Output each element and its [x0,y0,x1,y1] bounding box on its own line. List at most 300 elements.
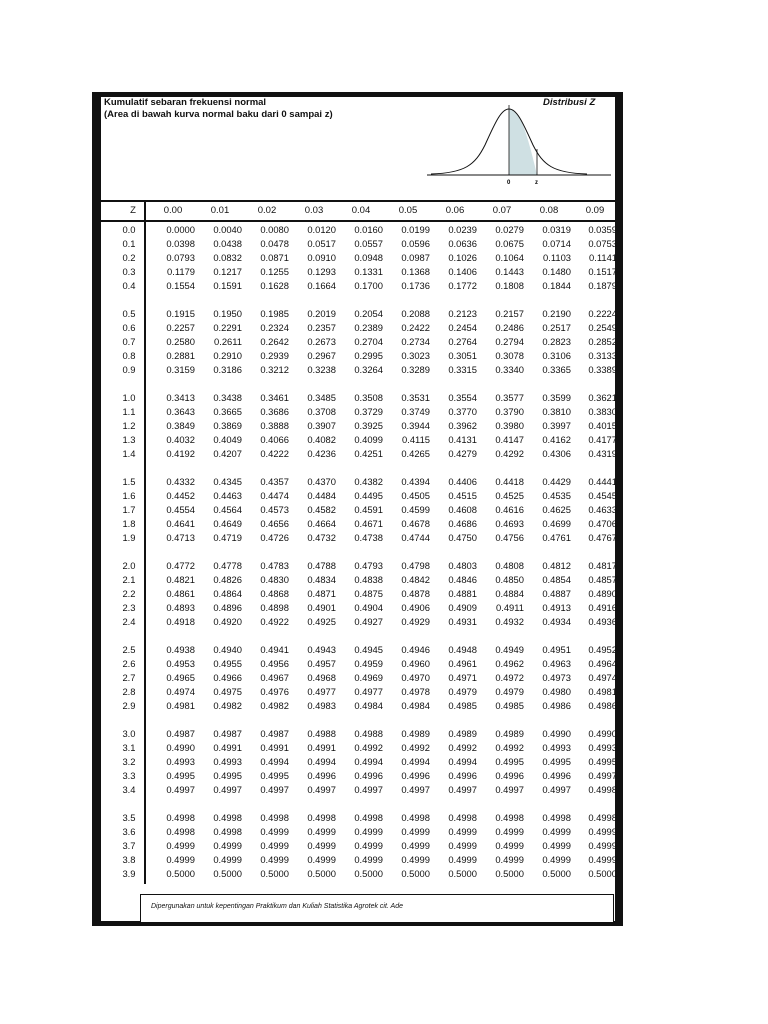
table-cell: 0.4761 [542,532,571,543]
z-value: 1.9 [122,532,136,543]
table-cell: 0.3238 [307,364,336,375]
table-cell: 0.4099 [354,434,383,445]
table-cell: 0.5000 [588,868,617,879]
table-cell: 0.4989 [495,728,524,739]
table-cell: 0.3849 [166,420,195,431]
table-cell: 0.3340 [495,364,524,375]
footer-box [140,894,614,923]
table-cell: 0.4946 [401,644,430,655]
table-cell: 0.3577 [495,392,524,403]
table-cell: 0.4998 [354,812,383,823]
table-cell: 0.1554 [166,280,195,291]
table-cell: 0.4750 [448,532,477,543]
z-value: 3.6 [122,826,136,837]
table-cell: 0.0675 [495,238,524,249]
table-cell: 0.4686 [448,518,477,529]
table-cell: 0.4192 [166,448,195,459]
table-cell: 0.4554 [166,504,195,515]
table-cell: 0.4162 [542,434,571,445]
table-cell: 0.4981 [588,686,617,697]
table-cell: 0.4998 [307,812,336,823]
table-cell: 0.4961 [448,658,477,669]
table-cell: 0.0438 [213,238,242,249]
table-cell: 0.4931 [448,616,477,627]
table-cell: 0.2673 [307,336,336,347]
table-cell: 0.4812 [542,560,571,571]
z-value: 1.2 [122,420,136,431]
table-cell: 0.3212 [260,364,289,375]
table-cell: 0.4857 [588,574,617,585]
table-cell: 0.4971 [448,672,477,683]
table-cell: 0.1141 [589,252,617,263]
table-cell: 0.4920 [213,616,242,627]
table-cell: 0.4938 [166,644,195,655]
table-cell: 0.4999 [401,854,430,865]
z-value: 0.4 [122,280,136,291]
table-cell: 0.4996 [495,770,524,781]
table-cell: 0.4871 [307,588,336,599]
table-cell: 0.2291 [213,322,242,333]
table-cell: 0.2549 [588,322,617,333]
table-cell: 0.4713 [166,532,195,543]
table-cell: 0.3888 [260,420,289,431]
table-cell: 0.4987 [166,728,195,739]
table-cell: 0.4049 [213,434,242,445]
table-cell: 0.4798 [401,560,430,571]
z-value: 1.4 [122,448,136,459]
table-cell: 0.1628 [260,280,289,291]
table-cell: 0.4082 [307,434,336,445]
table-cell: 0.0987 [401,252,430,263]
table-cell: 0.4821 [166,574,195,585]
table-cell: 0.4990 [542,728,571,739]
table-cell: 0.4991 [260,742,289,753]
table-cell: 0.0040 [213,224,242,235]
table-cell: 0.2704 [354,336,383,347]
table-cell: 0.4949 [495,644,524,655]
table-cell: 0.4980 [542,686,571,697]
column-header: 0.02 [257,205,277,216]
table-row [101,475,615,489]
table-cell: 0.4842 [401,574,430,585]
table-cell: 0.2422 [401,322,430,333]
table-cell: 0.4996 [307,770,336,781]
table-cell: 0.4997 [588,770,617,781]
table-cell: 0.3051 [448,350,477,361]
table-cell: 0.4991 [213,742,242,753]
table-top-rule [101,200,615,202]
table-cell: 0.4982 [260,700,289,711]
table-cell: 0.4878 [401,588,430,599]
table-cell: 0.4418 [495,476,524,487]
z-value: 2.2 [122,588,136,599]
z-label: z [535,180,538,185]
table-cell: 0.4999 [307,840,336,851]
table-cell: 0.4656 [260,518,289,529]
table-cell: 0.4525 [495,490,524,501]
table-cell: 0.4993 [588,742,617,753]
table-cell: 0.1950 [213,308,242,319]
table-cell: 0.4370 [307,476,336,487]
table-cell: 0.4608 [448,504,477,515]
table-cell: 0.1368 [401,266,430,277]
table-cell: 0.4996 [542,770,571,781]
table-cell: 0.4864 [213,588,242,599]
table-cell: 0.4975 [213,686,242,697]
table-cell: 0.1736 [401,280,430,291]
table-cell: 0.2852 [588,336,617,347]
table-cell: 0.3438 [213,392,242,403]
table-cell: 0.0714 [542,238,571,249]
table-cell: 0.1179 [167,266,195,277]
table-cell: 0.4996 [401,770,430,781]
table-cell: 0.4988 [307,728,336,739]
z-value: 0.1 [122,238,136,249]
table-cell: 0.4983 [307,700,336,711]
table-cell: 0.4999 [166,854,195,865]
z-value: 0.7 [122,336,136,347]
z-value: 3.7 [122,840,136,851]
table-cell: 0.4664 [307,518,336,529]
table-row [101,307,615,321]
table-cell: 0.4850 [495,574,524,585]
table-cell: 0.4803 [448,560,477,571]
table-row [101,867,615,881]
z-value: 3.0 [122,728,136,739]
table-cell: 0.4993 [542,742,571,753]
table-cell: 0.4996 [354,770,383,781]
table-cell: 0.4641 [166,518,195,529]
table-cell: 0.0080 [260,224,289,235]
table-cell: 0.4678 [401,518,430,529]
table-cell: 0.1443 [495,266,524,277]
z-value: 2.6 [122,658,136,669]
table-cell: 0.4976 [260,686,289,697]
table-cell: 0.4999 [448,840,477,851]
column-header: 0.04 [351,205,371,216]
z-value: 1.1 [122,406,136,417]
z-value: 2.4 [122,616,136,627]
table-cell: 0.0910 [307,252,336,263]
table-cell: 0.4981 [166,700,195,711]
normal-curve-figure [425,105,613,185]
table-cell: 0.4997 [495,784,524,795]
z-value: 2.7 [122,672,136,683]
table-cell: 0.4918 [166,616,195,627]
table-cell: 0.1664 [307,280,336,291]
table-cell: 0.4999 [448,826,477,837]
table-cell: 0.4969 [354,672,383,683]
table-cell: 0.4838 [354,574,383,585]
table-cell: 0.2357 [307,322,336,333]
table-row [101,279,615,293]
z-value: 1.8 [122,518,136,529]
table-cell: 0.3962 [448,420,477,431]
table-cell: 0.4952 [588,644,617,655]
table-cell: 0.4941 [260,644,289,655]
table-cell: 0.4999 [401,826,430,837]
table-cell: 0.4977 [307,686,336,697]
table-row [101,615,615,629]
table-cell: 0.4699 [542,518,571,529]
table-cell: 0.2324 [260,322,289,333]
table-cell: 0.3869 [213,420,242,431]
table-cell: 0.4916 [588,602,617,613]
table-cell: 0.4972 [495,672,524,683]
table-cell: 0.4997 [260,784,289,795]
table-cell: 0.1772 [448,280,477,291]
table-cell: 0.2580 [166,336,195,347]
table-cell: 0.4830 [260,574,289,585]
table-cell: 0.4884 [495,588,524,599]
table-cell: 0.4999 [354,826,383,837]
table-cell: 0.4999 [542,826,571,837]
table-cell: 0.4936 [588,616,617,627]
z-value: 2.8 [122,686,136,697]
z-value: 0.3 [122,266,136,277]
table-cell: 0.4962 [495,658,524,669]
table-row [101,363,615,377]
table-cell: 0.4599 [401,504,430,515]
table-cell: 0.4997 [542,784,571,795]
table-cell: 0.4808 [495,560,524,571]
table-cell: 0.4999 [307,826,336,837]
table-cell: 0.4974 [588,672,617,683]
table-cell: 0.2257 [166,322,195,333]
header-rule [101,220,615,222]
table-cell: 0.4998 [401,812,430,823]
table-cell: 0.4817 [588,560,617,571]
table-cell: 0.1985 [260,308,289,319]
table-cell: 0.0120 [307,224,336,235]
table-cell: 0.2019 [307,308,336,319]
table-row [101,573,615,587]
table-row [101,769,615,783]
table-row [101,839,615,853]
table-cell: 0.4993 [213,756,242,767]
table-cell: 0.4732 [307,532,336,543]
table-row [101,825,615,839]
table-cell: 0.1255 [260,266,289,277]
table-cell: 0.4999 [213,854,242,865]
table-cell: 0.4998 [213,826,242,837]
table-cell: 0.2486 [495,322,524,333]
table-cell: 0.2517 [542,322,571,333]
table-cell: 0.4032 [166,434,195,445]
table-cell: 0.2823 [542,336,571,347]
z-value: 3.2 [122,756,136,767]
table-row [101,265,615,279]
table-cell: 0.4985 [495,700,524,711]
table-cell: 0.4997 [448,784,477,795]
table-cell: 0.3749 [401,406,430,417]
table-cell: 0.0279 [495,224,524,235]
table-cell: 0.4131 [448,434,477,445]
table-cell: 0.4306 [542,448,571,459]
table-cell: 0.4995 [213,770,242,781]
table-cell: 0.1915 [166,308,195,319]
table-cell: 0.4992 [448,742,477,753]
table-row [101,601,615,615]
table-cell: 0.4951 [542,644,571,655]
table-cell: 0.0557 [354,238,383,249]
table-cell: 0.4649 [213,518,242,529]
table-cell: 0.3264 [354,364,383,375]
z-value: 1.3 [122,434,136,445]
column-header: 0.07 [492,205,512,216]
table-cell: 0.2611 [214,336,242,347]
z-value: 2.1 [122,574,136,585]
table-cell: 0.5000 [307,868,336,879]
table-cell: 0.2910 [213,350,242,361]
table-cell: 0.4998 [588,784,617,795]
table-cell: 0.4505 [401,490,430,501]
table-cell: 0.4999 [307,854,336,865]
table-row [101,391,615,405]
table-cell: 0.4881 [448,588,477,599]
table-row [101,321,615,335]
table-cell: 0.2939 [260,350,289,361]
table-cell: 0.4292 [495,448,524,459]
table-row [101,755,615,769]
table-cell: 0.4999 [495,840,524,851]
table-cell: 0.0871 [260,252,289,263]
table-cell: 0.4999 [213,840,242,851]
table-cell: 0.4953 [166,658,195,669]
table-cell: 0.4995 [495,756,524,767]
table-cell: 0.4875 [354,588,383,599]
table-row [101,489,615,503]
table-cell: 0.4998 [213,812,242,823]
table-cell: 0.2088 [401,308,430,319]
table-cell: 0.4999 [401,840,430,851]
table-cell: 0.4616 [495,504,524,515]
table-row [101,587,615,601]
table-cell: 0.1700 [354,280,383,291]
table-cell: 0.4998 [542,812,571,823]
table-cell: 0.2734 [401,336,430,347]
column-header: 0.03 [304,205,324,216]
table-cell: 0.4177 [588,434,617,445]
table-cell: 0.4382 [354,476,383,487]
table-cell: 0.3078 [495,350,524,361]
table-cell: 0.4633 [588,504,617,515]
table-cell: 0.4978 [401,686,430,697]
z-value: 3.4 [122,784,136,795]
table-cell: 0.1808 [495,280,524,291]
table-cell: 0.4929 [401,616,430,627]
table-cell: 0.4332 [166,476,195,487]
table-cell: 0.4999 [260,840,289,851]
table-row [101,223,615,237]
table-cell: 0.3980 [495,420,524,431]
table-cell: 0.4934 [542,616,571,627]
table-cell: 0.4945 [354,644,383,655]
table-cell: 0.4564 [213,504,242,515]
table-cell: 0.4999 [354,854,383,865]
z-value: 1.7 [122,504,136,515]
table-cell: 0.4979 [448,686,477,697]
table-row [101,811,615,825]
table-cell: 0.1591 [213,280,242,291]
table-row [101,685,615,699]
table-row [101,643,615,657]
table-cell: 0.4345 [213,476,242,487]
table-cell: 0.4406 [448,476,477,487]
table-cell: 0.4896 [213,602,242,613]
table-cell: 0.5000 [448,868,477,879]
z-value: 3.5 [122,812,136,823]
table-cell: 0.2764 [448,336,477,347]
table-cell: 0.3106 [542,350,571,361]
table-cell: 0.4993 [166,756,195,767]
table-cell: 0.4967 [260,672,289,683]
table-cell: 0.4999 [354,840,383,851]
table-cell: 0.4986 [588,700,617,711]
z-value: 0.9 [122,364,136,375]
table-cell: 0.2054 [354,308,383,319]
table-row [101,405,615,419]
table-cell: 0.4997 [307,784,336,795]
table-cell: 0.3686 [260,406,289,417]
table-cell: 0.4890 [588,588,617,599]
table-cell: 0.3554 [448,392,477,403]
table-cell: 0.4970 [401,672,430,683]
table-cell: 0.3997 [542,420,571,431]
table-cell: 0.4693 [495,518,524,529]
table-row [101,727,615,741]
table-cell: 0.4901 [307,602,336,613]
table-cell: 0.4429 [542,476,571,487]
column-header: 0.08 [539,205,559,216]
table-cell: 0.3133 [588,350,617,361]
table-cell: 0.2642 [260,336,289,347]
table-row [101,251,615,265]
table-cell: 0.3389 [588,364,617,375]
table-cell: 0.4887 [542,588,571,599]
table-cell: 0.4484 [307,490,336,501]
table-cell: 0.4279 [448,448,477,459]
z-value: 1.6 [122,490,136,501]
table-cell: 0.4452 [166,490,195,501]
table-cell: 0.4535 [542,490,571,501]
table-cell: 0.3159 [166,364,195,375]
table-cell: 0.5000 [166,868,195,879]
table-cell: 0.4582 [307,504,336,515]
table-cell: 0.3186 [213,364,242,375]
table-cell: 0.4463 [213,490,242,501]
table-cell: 0.4999 [588,854,617,865]
table-cell: 0.4964 [588,658,617,669]
table-cell: 0.4994 [354,756,383,767]
table-cell: 0.4706 [588,518,617,529]
table-cell: 0.4998 [448,812,477,823]
table-cell: 0.4474 [260,490,289,501]
z-value: 2.9 [122,700,136,711]
table-cell: 0.0517 [307,238,336,249]
table-cell: 0.4441 [588,476,617,487]
table-cell: 0.4994 [307,756,336,767]
table-cell: 0.4955 [213,658,242,669]
table-cell: 0.4265 [401,448,430,459]
table-cell: 0.4861 [166,588,195,599]
table-row [101,657,615,671]
shaded-area [509,109,537,175]
table-cell: 0.4999 [260,854,289,865]
table-cell: 0.4992 [354,742,383,753]
table-cell: 0.4998 [495,812,524,823]
table-cell: 0.4744 [401,532,430,543]
